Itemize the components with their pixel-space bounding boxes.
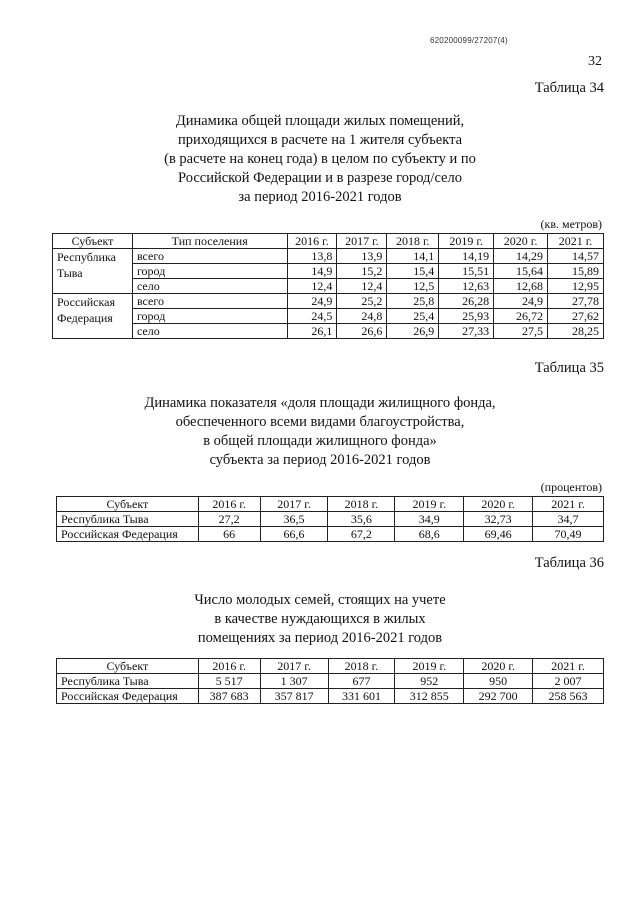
- header-cell: 2021 г.: [533, 497, 604, 512]
- value-cell: 24,9: [494, 294, 548, 309]
- value-cell: 15,4: [387, 264, 439, 279]
- table-row: [53, 324, 604, 339]
- header-cell: 2021 г.: [533, 659, 604, 674]
- document-code: 620200099/27207(4): [430, 36, 508, 45]
- title-line: приходящихся в расчете на 1 жителя субъекта: [177, 132, 463, 148]
- header-cell: 2016 г.: [198, 659, 260, 674]
- subject-cell: Российская Федерация: [57, 689, 199, 704]
- value-cell: 27,2: [198, 512, 260, 527]
- value-cell: 26,28: [439, 294, 494, 309]
- value-cell: 12,63: [439, 279, 494, 294]
- header-cell: 2019 г.: [395, 497, 464, 512]
- settlement-type-cell: всего: [132, 249, 287, 264]
- settlement-type-cell: всего: [132, 294, 287, 309]
- table-35-label: Таблица 35: [534, 360, 604, 376]
- value-cell: 27,78: [548, 294, 604, 309]
- value-cell: 68,6: [395, 527, 464, 542]
- value-cell: 28,25: [548, 324, 604, 339]
- value-cell: 69,46: [464, 527, 533, 542]
- value-cell: 12,4: [337, 279, 387, 294]
- value-cell: 292 700: [464, 689, 533, 704]
- header-cell: 2018 г.: [328, 497, 395, 512]
- value-cell: 66,6: [260, 527, 328, 542]
- table-header-row: [57, 497, 604, 512]
- title-line: Российской Федерации и в разрезе город/село: [178, 170, 462, 186]
- value-cell: 26,9: [387, 324, 439, 339]
- table-36-label: Таблица 36: [534, 555, 604, 571]
- value-cell: 14,57: [548, 249, 604, 264]
- table-34-units: (кв. метров): [540, 217, 602, 231]
- title-line: в общей площади жилищного фонда»: [203, 433, 437, 449]
- value-cell: 67,2: [328, 527, 395, 542]
- header-cell: 2019 г.: [439, 234, 494, 249]
- value-cell: 14,29: [494, 249, 548, 264]
- header-cell: 2016 г.: [198, 497, 260, 512]
- header-cell: 2019 г.: [395, 659, 464, 674]
- value-cell: 25,93: [439, 309, 494, 324]
- value-cell: 13,9: [337, 249, 387, 264]
- value-cell: 34,7: [533, 512, 604, 527]
- table-34-title: [0, 112, 640, 207]
- header-cell: 2016 г.: [287, 234, 337, 249]
- header-cell: Тип поселения: [132, 234, 287, 249]
- title-line: за период 2016-2021 годов: [238, 189, 402, 205]
- value-cell: 2 007: [533, 674, 604, 689]
- table-35-units: (процентов): [540, 480, 602, 494]
- value-cell: 12,4: [287, 279, 337, 294]
- table-row: [57, 674, 604, 689]
- table-34-label: Таблица 34: [534, 80, 604, 96]
- value-cell: 15,89: [548, 264, 604, 279]
- title-line: помещениях за период 2016-2021 годов: [197, 630, 443, 646]
- page-number: 32: [588, 54, 602, 69]
- settlement-type-cell: город: [132, 309, 287, 324]
- header-cell: 2021 г.: [548, 234, 604, 249]
- table-row: [53, 294, 604, 309]
- value-cell: 12,95: [548, 279, 604, 294]
- value-cell: 66: [198, 527, 260, 542]
- header-cell: Субъект: [53, 234, 133, 249]
- subject-cell: Российская Федерация: [57, 527, 199, 542]
- table-row: [57, 527, 604, 542]
- header-cell: 2020 г.: [464, 497, 533, 512]
- header-cell: 2018 г.: [387, 234, 439, 249]
- value-cell: 14,19: [439, 249, 494, 264]
- value-cell: 312 855: [395, 689, 464, 704]
- value-cell: 27,62: [548, 309, 604, 324]
- subject-line: Российская: [57, 295, 115, 309]
- value-cell: 12,5: [387, 279, 439, 294]
- value-cell: 24,9: [287, 294, 337, 309]
- value-cell: 34,9: [395, 512, 464, 527]
- table-36: [56, 658, 604, 704]
- header-cell: 2017 г.: [260, 659, 328, 674]
- value-cell: 15,51: [439, 264, 494, 279]
- value-cell: 12,68: [494, 279, 548, 294]
- table-34: [52, 233, 604, 339]
- subject-cell: Республика Тыва: [57, 674, 199, 689]
- value-cell: 952: [395, 674, 464, 689]
- table-row: [53, 279, 604, 294]
- value-cell: 70,49: [533, 527, 604, 542]
- subject-cell: [53, 249, 133, 294]
- value-cell: 24,8: [337, 309, 387, 324]
- subject-cell: Республика Тыва: [57, 512, 199, 527]
- value-cell: 26,6: [337, 324, 387, 339]
- value-cell: 24,5: [287, 309, 337, 324]
- table-header-row: [53, 234, 604, 249]
- value-cell: 357 817: [260, 689, 328, 704]
- value-cell: 27,5: [494, 324, 548, 339]
- table-35-title: [0, 394, 640, 470]
- value-cell: 15,64: [494, 264, 548, 279]
- table-row: [57, 689, 604, 704]
- subject-line: Федерация: [57, 311, 113, 325]
- value-cell: 35,6: [328, 512, 395, 527]
- value-cell: 950: [464, 674, 533, 689]
- title-line: субъекта за период 2016-2021 годов: [209, 452, 431, 468]
- value-cell: 25,4: [387, 309, 439, 324]
- table-row: [53, 309, 604, 324]
- title-line: Число молодых семей, стоящих на учете: [194, 592, 446, 608]
- header-cell: 2017 г.: [260, 497, 328, 512]
- value-cell: 26,1: [287, 324, 337, 339]
- value-cell: 677: [328, 674, 395, 689]
- value-cell: 331 601: [328, 689, 395, 704]
- title-line: в качестве нуждающихся в жилых: [214, 611, 426, 627]
- subject-line: Республика: [57, 250, 116, 264]
- settlement-type-cell: город: [132, 264, 287, 279]
- value-cell: 13,8: [287, 249, 337, 264]
- value-cell: 15,2: [337, 264, 387, 279]
- table-row: [57, 512, 604, 527]
- value-cell: 36,5: [260, 512, 328, 527]
- settlement-type-cell: село: [132, 324, 287, 339]
- header-cell: 2020 г.: [464, 659, 533, 674]
- table-row: [53, 264, 604, 279]
- table-36-title: [0, 591, 640, 648]
- value-cell: 14,9: [287, 264, 337, 279]
- value-cell: 1 307: [260, 674, 328, 689]
- title-line: (в расчете на конец года) в целом по субъекту и по: [164, 151, 476, 167]
- header-cell: 2017 г.: [337, 234, 387, 249]
- table-row: [53, 249, 604, 264]
- value-cell: 5 517: [198, 674, 260, 689]
- value-cell: 258 563: [533, 689, 604, 704]
- title-line: обеспеченного всеми видами благоустройства,: [175, 414, 465, 430]
- header-cell: Субъект: [57, 497, 199, 512]
- value-cell: 14,1: [387, 249, 439, 264]
- value-cell: 25,8: [387, 294, 439, 309]
- settlement-type-cell: село: [132, 279, 287, 294]
- header-cell: 2018 г.: [328, 659, 395, 674]
- title-line: Динамика показателя «доля площади жилищного фонда,: [144, 395, 496, 411]
- table-35: [56, 496, 604, 542]
- value-cell: 27,33: [439, 324, 494, 339]
- header-cell: Субъект: [57, 659, 199, 674]
- value-cell: 387 683: [198, 689, 260, 704]
- value-cell: 32,73: [464, 512, 533, 527]
- subject-line: Тыва: [57, 266, 83, 280]
- header-cell: 2020 г.: [494, 234, 548, 249]
- value-cell: 26,72: [494, 309, 548, 324]
- table-header-row: [57, 659, 604, 674]
- value-cell: 25,2: [337, 294, 387, 309]
- subject-cell: [53, 294, 133, 339]
- title-line: Динамика общей площади жилых помещений,: [175, 113, 465, 129]
